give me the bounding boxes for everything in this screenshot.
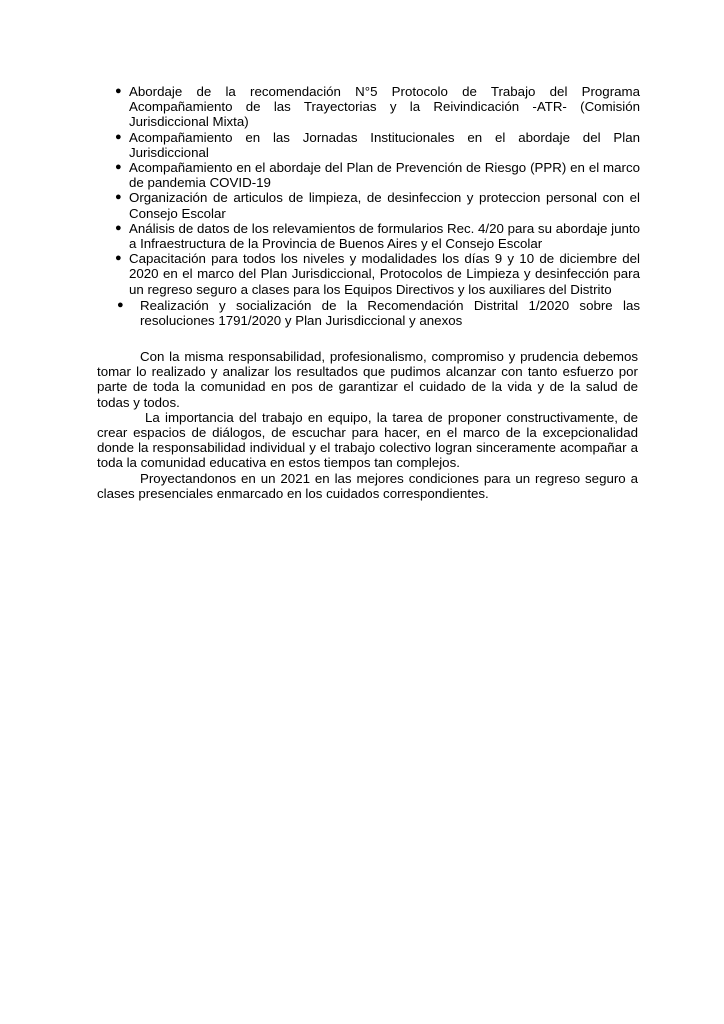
bullet-icon: ● bbox=[115, 252, 122, 265]
bullet-icon: ● bbox=[115, 191, 122, 204]
list-item bbox=[112, 190, 640, 220]
list-item-text: Organización de articulos de limpieza, de desinfeccion y proteccion personal con el Consejo Escolar bbox=[129, 190, 640, 221]
bullet-icon: ● bbox=[115, 85, 122, 97]
list-item-text: Acompañamiento en las Jornadas Institucionales en el abordaje del Plan Jurisdiccional bbox=[129, 129, 640, 160]
bullet-icon: ● bbox=[117, 298, 124, 311]
list-item-text: Análisis de datos de los relevamientos de formularios Rec. 4/20 para su abordaje junto a Infraestructura de la Provincia de Buenos Aires y el Consejo Escolar bbox=[129, 220, 640, 252]
list-item bbox=[112, 221, 640, 251]
bullet-list bbox=[112, 84, 640, 328]
list-item bbox=[112, 251, 640, 297]
list-item-text: Capacitación para todos los niveles y modalidades los días 9 y 10 de diciembre del 2020 en el marco del Plan Jurisdiccional, Protocolos de Limpieza y desinfección para un regreso seguro a clases para los Equipos Directivos y los auxiliares del Distrito bbox=[129, 251, 640, 297]
paragraph: Proyectandonos en un 2021 en las mejores condiciones para un regreso seguro a clases presenciales enmarcado en los cuidados correspondientes. bbox=[97, 470, 638, 501]
list-item-text: Realización y socialización de la Recomendación Distrital 1/2020 sobre las resoluciones 1791/2020 y Plan Jurisdiccional y anexos bbox=[140, 297, 640, 329]
bullet-icon: ● bbox=[115, 221, 122, 234]
bullet-icon: ● bbox=[115, 130, 122, 143]
list-item-text: Abordaje de la recomendación N°5 Protocolo de Trabajo del Programa Acompañamiento de las Trayectorias y la Reivindicación -ATR- (Comisión Jurisdiccional Mixta) bbox=[129, 84, 640, 130]
list-item bbox=[112, 160, 640, 190]
list-item bbox=[112, 130, 640, 160]
list-item bbox=[112, 298, 640, 328]
list-item-text: Acompañamiento en el abordaje del Plan de Prevención de Riesgo (PPR) en el marco de pandemia COVID-19 bbox=[129, 160, 640, 191]
list-item bbox=[112, 84, 640, 130]
paragraph: La importancia del trabajo en equipo, la tarea de proponer constructivamente, de crear espacios de diálogos, de escuchar para hacer, en el marco de la excepcionalidad donde la responsabilidad individual y el trabajo colectivo logran sinceramente acompañar a toda la comunidad educativa en estos tiempos tan complejos. bbox=[97, 409, 638, 471]
bullet-icon: ● bbox=[115, 161, 122, 174]
paragraph: Con la misma responsabilidad, profesionalismo, compromiso y prudencia debemos tomar lo realizado y analizar los resultados que pudimos alcanzar con tanto esfuerzo por parte de toda la comunidad en pos de garantizar el cuidado de la vida y de la salud de todas y todos. bbox=[97, 349, 638, 410]
body-text bbox=[97, 349, 638, 501]
